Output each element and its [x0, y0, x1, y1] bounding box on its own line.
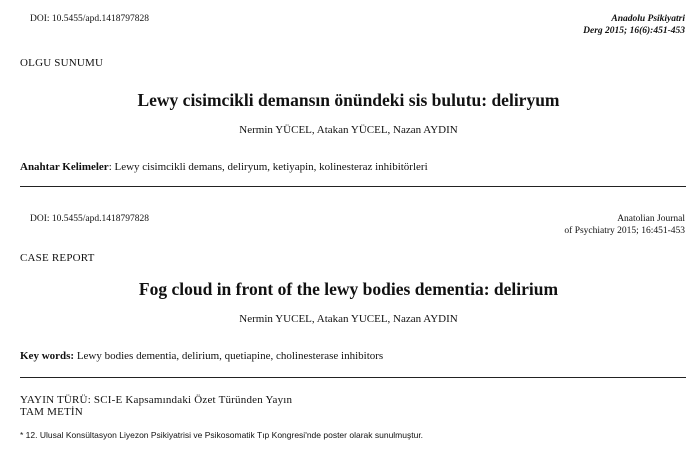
authors-english: Nermin YUCEL, Atakan YUCEL, Nazan AYDIN: [239, 313, 458, 325]
keywords-turkish: [20, 161, 428, 173]
keywords-text-english: Lewy bodies dementia, delirium, quetiapine, cholinesterase inhibitors: [74, 350, 384, 362]
divider-rule: [20, 377, 686, 378]
journal-name-english: Anatolian Journal: [617, 214, 685, 224]
section-label-english: CASE REPORT: [20, 252, 95, 264]
publication-type: YAYIN TÜRÜ: SCI-E Kapsamındaki Özet Türünden Yayın: [20, 394, 293, 406]
keywords-label-english: Key words:: [20, 350, 75, 362]
keywords-label-turkish: Anahtar Kelimeler: [20, 161, 109, 173]
journal-citation-english: [564, 213, 685, 237]
journal-name-turkish: Anadolu Psikiyatri: [611, 14, 685, 24]
doi-turkish: DOI: 10.5455/apd.1418797828: [30, 14, 150, 24]
footnote: * 12. Ulusal Konsültasyon Liyezon Psikiyatrisi ve Psikosomatik Tıp Kongresi'nde poster olarak sunulmuştur.: [20, 430, 424, 440]
article-title-turkish: Lewy cisimcikli demansın önündeki sis bulutu: deliryum: [137, 90, 560, 110]
authors-turkish: Nermin YÜCEL, Atakan YÜCEL, Nazan AYDIN: [239, 124, 458, 136]
doi-english: DOI: 10.5455/apd.1418797828: [30, 214, 150, 224]
section-label-turkish: OLGU SUNUMU: [20, 57, 104, 69]
keywords-text-turkish: : Lewy cisimcikli demans, deliryum, ketiyapin, kolinesteraz inhibitörleri: [108, 161, 428, 173]
journal-volume-english: of Psychiatry 2015; 16:451-453: [564, 226, 685, 236]
full-text-label: TAM METİN: [20, 406, 83, 418]
article-title-english: Fog cloud in front of the lewy bodies dementia: delirium: [138, 279, 559, 299]
divider-rule: [20, 186, 686, 187]
journal-volume-turkish: Derg 2015; 16(6):451-453: [583, 26, 685, 36]
keywords-english: [20, 350, 383, 362]
journal-citation-turkish: [583, 13, 685, 37]
